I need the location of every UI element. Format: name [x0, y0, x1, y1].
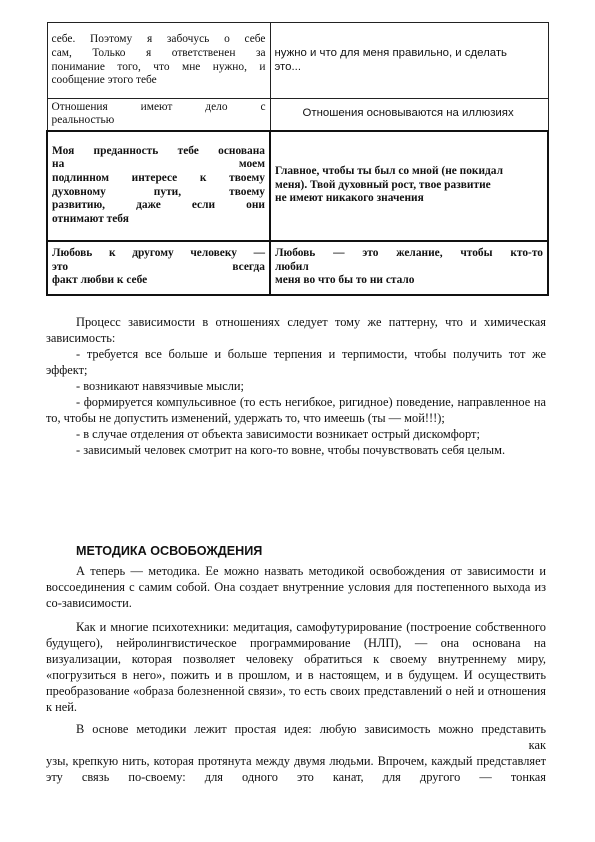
cell-line: духовному пути, твоему: [52, 185, 265, 198]
bullet-item: - в случае отделения от объекта зависимости возникает острый дискомфорт;: [76, 427, 480, 441]
paragraph-line: как: [528, 738, 546, 752]
comparison-table: [46, 22, 549, 296]
cell-line: на моем: [52, 158, 265, 171]
paragraph: А теперь — методика. Ее можно назвать методикой освобождения от зависимости и воссоединения с самим собой. Она создает внутренние условия для постепенного выхода из со-зависимости.: [46, 564, 546, 610]
table-cell-right: [270, 241, 548, 295]
dependency-section: [46, 314, 546, 458]
paragraph-line: зависимость:: [46, 331, 116, 345]
table-row: [47, 131, 548, 241]
bullet-item: - зависимый человек смотрит на кого-то вовне, чтобы почувствовать себя целым.: [76, 443, 506, 457]
cell-line: себе. Поэтому я забочусь о себе: [51, 33, 266, 46]
method-section: [46, 563, 546, 785]
cell-line: это всегда: [52, 260, 265, 273]
cell-line: реальностью: [51, 114, 115, 127]
cell-line: отнимают тебя: [52, 212, 129, 225]
bullet-item: - возникают навязчивые мысли;: [76, 379, 244, 393]
cell-line: подлинном интересе к твоему: [52, 171, 265, 184]
cell-line: это...: [274, 60, 301, 73]
cell-line: развитию, даже если они: [52, 199, 265, 212]
cell-line: Моя преданность тебе основана: [52, 144, 265, 157]
bullet-item: - формируется компульсивное (то есть негибкое, ригидное) поведение, направленное на то, чтобы не допустить изменений, удержать то, что имеешь (ты — мой!!!);: [46, 395, 546, 425]
cell-line: нужно и что для меня правильно, и сделать: [274, 46, 507, 59]
table-cell-right: [270, 131, 548, 241]
paragraph: Как и многие психотехники: медитация, самофутурирование (построение собственного будущего), нейролингвистическое программирование (НЛП), — она основана на визуализации, которая позволяет человеку обратиться к своему внутреннему миру, «погрузиться в него», пожить и в прошлом, и в настоящем, и в будущем. И осуществить преобразование «образа болезненной связи», то есть своих представлений о ней и отношения к ней.: [46, 620, 546, 714]
table-cell-left: [47, 99, 270, 131]
cell-line: Главное, чтобы ты был со мной (не покидал: [275, 165, 503, 178]
cell-line: факт любви к себе: [52, 274, 148, 287]
table-row: [47, 99, 548, 131]
bullet-item: - требуется все больше и больше терпения и терпимости, чтобы получить тот же: [76, 347, 546, 361]
paragraph-line: узы, крепкую нить, которая протянута между двумя людьми. Впрочем, каждый представляет эту связь по-своему: для одного это канат, для другого — тонкая: [46, 754, 546, 784]
table-row: [47, 23, 548, 99]
cell-line: Любовь — это желание, чтобы кто-то: [275, 247, 543, 260]
table-cell-left: [47, 241, 270, 295]
table-cell-left: [47, 131, 270, 241]
table-cell-right: [270, 23, 548, 99]
table-row: [47, 241, 548, 295]
paragraph-line: Процесс зависимости в отношениях следует тому же паттерну, что и химическая: [76, 315, 546, 329]
cell-line: Любовь к другому человеку —: [52, 247, 265, 260]
cell-line: любил: [275, 260, 309, 273]
cell-line: меня). Твой духовный рост, твое развитие: [275, 178, 491, 191]
cell-line: Отношения основываются на иллюзиях: [302, 107, 514, 120]
cell-line: сообщение этого тебе: [51, 74, 157, 87]
cell-line: Отношения имеют дело с: [51, 100, 266, 113]
table-cell-left: [47, 23, 270, 99]
cell-line: понимание того, что мне нужно, и: [51, 60, 266, 73]
section-heading: МЕТОДИКА ОСВОБОЖДЕНИЯ: [76, 544, 263, 558]
table-cell-right: [270, 99, 548, 131]
cell-line: меня во что бы то ни стало: [275, 274, 415, 287]
cell-line: сам, Только я ответственен за: [51, 46, 266, 59]
cell-line: не имеют никакого значения: [275, 192, 424, 205]
paragraph-line: В основе методики лежит простая идея: любую зависимость можно представить: [76, 722, 546, 736]
paragraph-line: эффект;: [46, 363, 88, 377]
